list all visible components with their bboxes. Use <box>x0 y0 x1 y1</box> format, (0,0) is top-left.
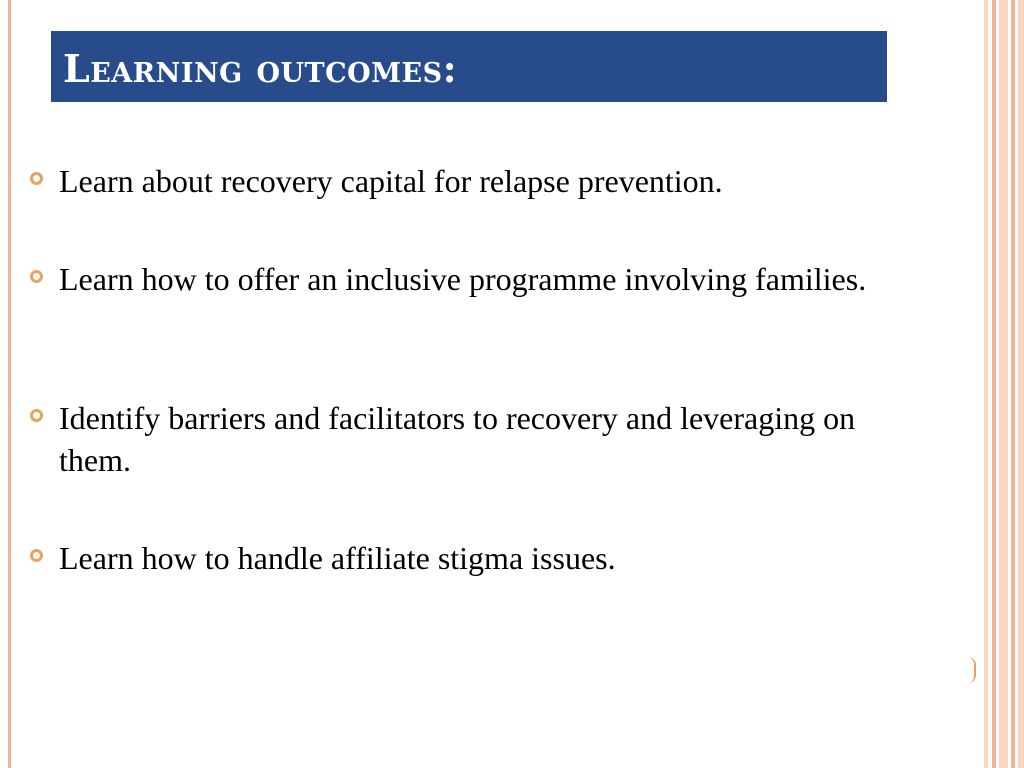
list-item <box>30 258 930 300</box>
circle-bullet-icon <box>30 409 43 422</box>
list-item <box>30 397 930 481</box>
bullet-text: Learn how to handle affiliate stigma issues. <box>59 540 616 576</box>
bullet-text: Identify barriers and facilitators to recovery and leveraging on them. <box>59 400 856 478</box>
list-item <box>30 537 930 579</box>
bullet-text: Learn how to offer an inclusive programme involving families. <box>59 261 867 297</box>
circle-bullet-icon <box>30 549 43 562</box>
bullet-text: Learn about recovery capital for relapse prevention. <box>59 163 723 199</box>
page-number-mark <box>968 657 976 683</box>
circle-bullet-icon <box>30 172 43 185</box>
list-item <box>30 160 930 202</box>
circle-bullet-icon <box>30 270 43 283</box>
slide-title: Learning outcomes: <box>63 45 458 91</box>
